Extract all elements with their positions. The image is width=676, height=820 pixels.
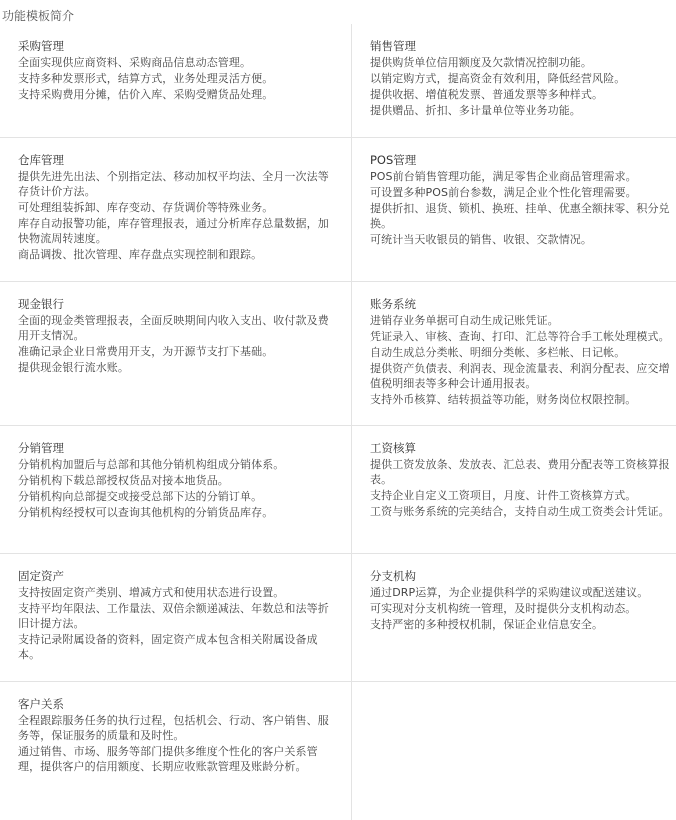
module-feature-line: POS前台销售管理功能，满足零售企业商品管理需求。 bbox=[370, 170, 637, 183]
module-feature-line: 全面实现供应商资料、采购商品信息动态管理。 bbox=[18, 56, 252, 69]
module-title: 分销管理 bbox=[18, 441, 64, 455]
module-title: 现金银行 bbox=[18, 297, 64, 311]
module-feature-line: 支持记录附属设备的资料，固定资产成本包含相关附属设备成本。 bbox=[18, 633, 318, 661]
module-cell bbox=[0, 24, 351, 137]
module-feature-line: 库存自动报警功能，库存管理报表，通过分析库存总量数据，加快物流周转速度。 bbox=[18, 217, 329, 245]
module-title: 分支机构 bbox=[370, 569, 416, 583]
module-feature-line: 提供折扣、退货、锁机、换班、挂单、优惠全额抹零、积分兑换。 bbox=[370, 202, 670, 230]
module-feature-line: 全程跟踪服务任务的执行过程，包括机会、行动、客户销售、服务等，保证服务的质量和及时性。 bbox=[18, 714, 329, 742]
module-title: 账务系统 bbox=[370, 297, 416, 311]
module-feature-line: 通过DRP运算，为企业提供科学的采购建议或配送建议。 bbox=[370, 586, 649, 599]
module-feature-line: 支持严密的多种授权机制，保证企业信息安全。 bbox=[370, 618, 604, 631]
module-feature-line: 通过销售、市场、服务等部门提供多维度个性化的客户关系管理，提供客户的信用额度、长期应收账款管理及账龄分析。 bbox=[18, 745, 318, 773]
module-title: 客户关系 bbox=[18, 697, 64, 711]
module-cell bbox=[351, 281, 676, 425]
module-feature-line: 提供现金银行流水账。 bbox=[18, 361, 129, 374]
module-feature-line: 提供购货单位信用额度及欠款情况控制功能。 bbox=[370, 56, 592, 69]
module-feature-line: 可设置多种POS前台参数，满足企业个性化管理需要。 bbox=[370, 186, 637, 199]
module-title: 销售管理 bbox=[370, 39, 416, 53]
module-feature-line: 进销存业务单据可自动生成记账凭证。 bbox=[370, 314, 559, 327]
module-feature-line: 可处理组装拆卸、库存变动、存货调价等特殊业务。 bbox=[18, 201, 274, 214]
module-cell bbox=[351, 553, 676, 681]
page-title: 功能模板简介 bbox=[2, 9, 75, 23]
module-feature-line: 支持企业自定义工资项目，月度、计件工资核算方式。 bbox=[370, 489, 637, 502]
module-feature-line: 分销机构加盟后与总部和其他分销机构组成分销体系。 bbox=[18, 458, 285, 471]
module-cell bbox=[0, 137, 351, 281]
module-feature-line: 工资与账务系统的完美结合，支持自动生成工资类会计凭证。 bbox=[370, 505, 670, 518]
module-feature-line: 提供工资发放条、发放表、汇总表、费用分配表等工资核算报表。 bbox=[370, 458, 670, 486]
module-cell bbox=[0, 553, 351, 681]
module-feature-line: 准确记录企业日常费用开支，为开源节支打下基础。 bbox=[18, 345, 274, 358]
module-feature-line: 支持多种发票形式，结算方式，业务处理灵活方便。 bbox=[18, 72, 274, 85]
module-feature-line: 提供收据、增值税发票、普通发票等多种样式。 bbox=[370, 88, 604, 101]
module-cell bbox=[0, 681, 351, 820]
module-feature-line: 可实现对分支机构统一管理，及时提供分支机构动态。 bbox=[370, 602, 637, 615]
module-grid bbox=[0, 24, 676, 820]
module-feature-line: 分销机构向总部提交或接受总部下达的分销订单。 bbox=[18, 490, 263, 503]
module-title: 工资核算 bbox=[370, 441, 416, 455]
module-cell bbox=[351, 137, 676, 281]
module-feature-line: 可统计当天收银员的销售、收银、交款情况。 bbox=[370, 233, 592, 246]
module-feature-line: 以销定购方式，提高资金有效利用，降低经营风险。 bbox=[370, 72, 626, 85]
module-feature-line: 提供赠品、折扣、多计量单位等业务功能。 bbox=[370, 104, 581, 117]
module-cell bbox=[351, 24, 676, 137]
module-title: 仓库管理 bbox=[18, 153, 64, 167]
module-feature-line: 自动生成总分类帐、明细分类帐、多栏帐、日记帐。 bbox=[370, 346, 626, 359]
empty-cell bbox=[351, 681, 676, 820]
module-feature-line: 支持按固定资产类别、增减方式和使用状态进行设置。 bbox=[18, 586, 285, 599]
module-feature-line: 支持平均年限法、工作量法、双倍余额递减法、年数总和法等折旧计提方法。 bbox=[18, 602, 329, 630]
module-cell bbox=[0, 281, 351, 425]
module-feature-line: 商品调拨、批次管理、库存盘点实现控制和跟踪。 bbox=[18, 248, 263, 261]
module-title: 固定资产 bbox=[18, 569, 64, 583]
module-title: POS管理 bbox=[370, 153, 417, 167]
module-feature-line: 分销机构下载总部授权货品对接本地货品。 bbox=[18, 474, 229, 487]
module-feature-line: 支持采购费用分摊，估价入库、采购受赠货品处理。 bbox=[18, 88, 274, 101]
module-title: 采购管理 bbox=[18, 39, 64, 53]
module-cell bbox=[0, 425, 351, 553]
module-feature-line: 提供资产负债表、利润表、现金流量表、利润分配表、应交增值税明细表等多种会计通用报表。 bbox=[370, 362, 670, 390]
module-cell bbox=[351, 425, 676, 553]
module-feature-line: 提供先进先出法、个别指定法、移动加权平均法、全月一次法等存货计价方法。 bbox=[18, 170, 329, 198]
module-feature-line: 全面的现金类管理报表，全面反映期间内收入支出、收付款及费用开支情况。 bbox=[18, 314, 329, 342]
module-feature-line: 凭证录入、审核、查询、打印、汇总等符合手工帐处理模式。 bbox=[370, 330, 670, 343]
module-feature-line: 支持外币核算、结转损益等功能，财务岗位权限控制。 bbox=[370, 393, 637, 406]
module-feature-line: 分销机构经授权可以查询其他机构的分销货品库存。 bbox=[18, 506, 274, 519]
